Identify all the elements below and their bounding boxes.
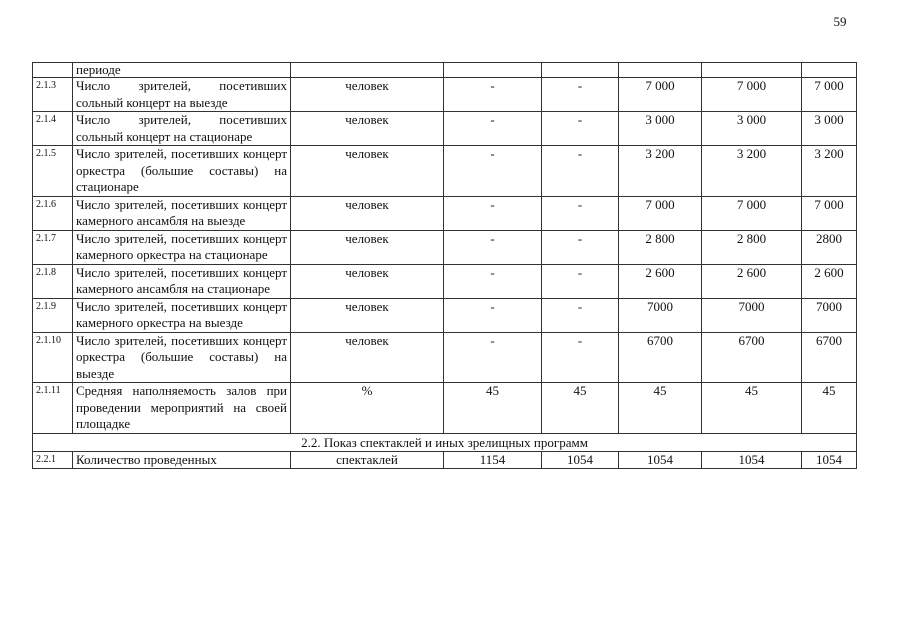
table-row <box>33 451 857 469</box>
table-row <box>33 196 857 230</box>
indicator-table <box>32 62 857 469</box>
value-cell: 2 600 <box>702 264 802 298</box>
value-cell: - <box>444 112 542 146</box>
indicator-name: Количество проведенных <box>73 451 291 469</box>
value-cell: - <box>542 78 619 112</box>
indicator-name: Число зрителей, посетивших концерт камерного ансамбля на стационаре <box>73 264 291 298</box>
row-number: 2.1.10 <box>33 332 73 383</box>
value-cell: 1154 <box>444 451 542 469</box>
indicator-name: периоде <box>73 63 291 78</box>
row-number: 2.1.6 <box>33 196 73 230</box>
value-cell <box>802 63 857 78</box>
value-cell <box>444 63 542 78</box>
value-cell: 1054 <box>702 451 802 469</box>
row-number: 2.1.5 <box>33 146 73 197</box>
section-title: 2.2. Показ спектаклей и иных зрелищных программ <box>33 433 857 451</box>
value-cell: - <box>444 78 542 112</box>
value-cell: 6700 <box>802 332 857 383</box>
value-cell: 1054 <box>542 451 619 469</box>
value-cell: 2 600 <box>802 264 857 298</box>
value-cell: 2 800 <box>619 230 702 264</box>
value-cell: 2 800 <box>702 230 802 264</box>
value-cell: 6700 <box>702 332 802 383</box>
table-row <box>33 264 857 298</box>
value-cell: 7000 <box>802 298 857 332</box>
value-cell: - <box>444 332 542 383</box>
value-cell: - <box>444 146 542 197</box>
value-cell: - <box>542 196 619 230</box>
value-cell: 7000 <box>619 298 702 332</box>
value-cell: - <box>542 332 619 383</box>
unit-cell: человек <box>291 78 444 112</box>
unit-cell: человек <box>291 298 444 332</box>
table-row <box>33 230 857 264</box>
indicator-name: Число зрителей, посетивших концерт оркестра (большие составы) на выезде <box>73 332 291 383</box>
value-cell: 1054 <box>802 451 857 469</box>
table-row <box>33 146 857 197</box>
unit-cell: человек <box>291 196 444 230</box>
value-cell: 7000 <box>702 298 802 332</box>
value-cell: - <box>542 230 619 264</box>
value-cell <box>542 63 619 78</box>
unit-cell: человек <box>291 264 444 298</box>
value-cell: 3 200 <box>802 146 857 197</box>
unit-cell: человек <box>291 112 444 146</box>
section-row <box>33 433 857 451</box>
value-cell: 1054 <box>619 451 702 469</box>
value-cell: 7 000 <box>619 78 702 112</box>
value-cell: 3 200 <box>619 146 702 197</box>
unit-cell: спектаклей <box>291 451 444 469</box>
indicator-name: Число зрителей, посетивших концерт камерного оркестра на стационаре <box>73 230 291 264</box>
indicator-name: Число зрителей, посетивших концерт камерного ансамбля на выезде <box>73 196 291 230</box>
row-number: 2.1.7 <box>33 230 73 264</box>
value-cell: 3 000 <box>702 112 802 146</box>
unit-cell: человек <box>291 146 444 197</box>
value-cell: 3 200 <box>702 146 802 197</box>
page-number: 59 <box>833 14 847 29</box>
value-cell: 7 000 <box>702 78 802 112</box>
value-cell: 7 000 <box>802 196 857 230</box>
value-cell: 45 <box>619 383 702 434</box>
value-cell: 2 600 <box>619 264 702 298</box>
row-number: 2.1.11 <box>33 383 73 434</box>
row-number: 2.1.9 <box>33 298 73 332</box>
value-cell: - <box>542 264 619 298</box>
row-number: 2.1.4 <box>33 112 73 146</box>
value-cell: 7 000 <box>702 196 802 230</box>
table-row <box>33 78 857 112</box>
unit-cell <box>291 63 444 78</box>
value-cell <box>702 63 802 78</box>
value-cell: - <box>444 230 542 264</box>
table-row <box>33 112 857 146</box>
row-number: 2.1.8 <box>33 264 73 298</box>
value-cell: - <box>542 298 619 332</box>
value-cell: - <box>542 146 619 197</box>
table-row <box>33 298 857 332</box>
indicator-name: Число зрителей, посетивших сольный концерт на стационаре <box>73 112 291 146</box>
value-cell: 45 <box>444 383 542 434</box>
value-cell: 45 <box>802 383 857 434</box>
row-number <box>33 63 73 78</box>
value-cell: 3 000 <box>802 112 857 146</box>
unit-cell: % <box>291 383 444 434</box>
value-cell: 7 000 <box>619 196 702 230</box>
table-row <box>33 383 857 434</box>
unit-cell: человек <box>291 332 444 383</box>
indicator-name: Число зрителей, посетивших сольный концерт на выезде <box>73 78 291 112</box>
value-cell: - <box>542 112 619 146</box>
row-number: 2.2.1 <box>33 451 73 469</box>
value-cell: 2800 <box>802 230 857 264</box>
value-cell: - <box>444 264 542 298</box>
indicator-name: Число зрителей, посетивших концерт камерного оркестра на выезде <box>73 298 291 332</box>
table-row <box>33 332 857 383</box>
value-cell: 7 000 <box>802 78 857 112</box>
value-cell: - <box>444 298 542 332</box>
value-cell: - <box>444 196 542 230</box>
value-cell: 6700 <box>619 332 702 383</box>
value-cell <box>619 63 702 78</box>
value-cell: 45 <box>702 383 802 434</box>
table-row <box>33 63 857 78</box>
value-cell: 3 000 <box>619 112 702 146</box>
indicator-name: Число зрителей, посетивших концерт оркестра (большие составы) на стационаре <box>73 146 291 197</box>
value-cell: 45 <box>542 383 619 434</box>
indicator-name: Средняя наполняемость залов при проведении мероприятий на своей площадке <box>73 383 291 434</box>
unit-cell: человек <box>291 230 444 264</box>
row-number: 2.1.3 <box>33 78 73 112</box>
